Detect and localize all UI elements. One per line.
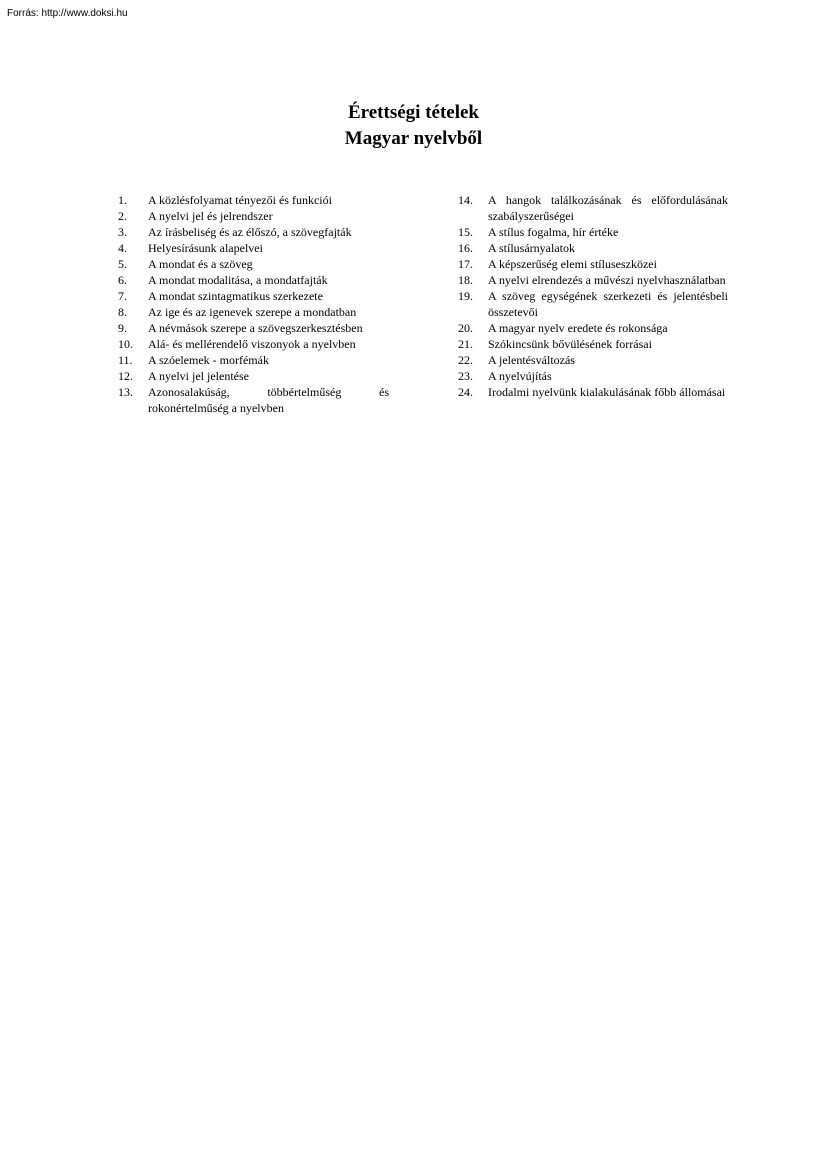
topic-text: A szöveg egységének szerkezeti és jelentésbeli összetevői (488, 289, 728, 319)
topic-text: Irodalmi nyelvünk kialakulásának főbb állomásai (488, 385, 726, 399)
document-subtitle: Magyar nyelvből (344, 128, 483, 149)
topic-number: 12. (118, 369, 133, 383)
topic-text: Alá- és mellérendelő viszonyok a nyelvben (148, 337, 356, 351)
topic-text: Helyesírásunk alapelvei (148, 241, 263, 255)
topic-item (118, 368, 389, 384)
topic-item (458, 368, 728, 384)
topic-text: A névmások szerepe a szövegszerkesztésben (148, 321, 363, 335)
topic-number: 9. (118, 321, 127, 335)
topic-number: 21. (458, 337, 473, 351)
topic-text: Az ige és az igenevek szerepe a mondatban (148, 305, 357, 319)
topic-text: A stílusárnyalatok (488, 241, 575, 255)
topic-text: A szóelemek - morfémák (148, 353, 269, 367)
topic-number: 8. (118, 305, 127, 319)
topic-item (118, 320, 389, 336)
topic-text: Azonosalakúság, többértelműség és rokonértelműség a nyelvben (148, 385, 389, 415)
topic-number: 14. (458, 193, 473, 207)
topic-item (458, 288, 728, 320)
topic-text: A mondat és a szöveg (148, 257, 253, 271)
topic-number: 2. (118, 209, 127, 223)
topic-number: 17. (458, 257, 473, 271)
topic-text: A közlésfolyamat tényezői és funkciói (148, 193, 332, 207)
topic-text: Szókincsünk bővülésének forrásai (488, 337, 652, 351)
topic-text: A jelentésváltozás (488, 353, 575, 367)
topic-item (118, 256, 389, 272)
topic-item (118, 240, 389, 256)
topic-number: 6. (118, 273, 127, 287)
topic-text: Az írásbeliség és az élőszó, a szövegfajták (148, 225, 352, 239)
topic-text: A nyelvújítás (488, 369, 552, 383)
document-title: Érettségi tételek (347, 102, 479, 123)
topic-item (118, 272, 389, 288)
topic-number: 11. (118, 353, 133, 367)
topic-number: 13. (118, 385, 133, 399)
topic-number: 20. (458, 321, 473, 335)
topic-number: 18. (458, 273, 473, 287)
topic-item (458, 224, 728, 240)
topic-number: 3. (118, 225, 127, 239)
topic-number: 5. (118, 257, 127, 271)
topic-text: A mondat szintagmatikus szerkezete (148, 289, 323, 303)
topic-text: A magyar nyelv eredete és rokonsága (488, 321, 668, 335)
topic-text: A nyelvi jel és jelrendszer (148, 209, 273, 223)
topic-text: A képszerűség elemi stíluseszközei (488, 257, 657, 271)
topic-text: A stílus fogalma, hír értéke (488, 225, 619, 239)
topic-item (458, 192, 728, 224)
topic-text: A nyelvi elrendezés a művészi nyelvhasználatban (488, 273, 726, 287)
topic-number: 24. (458, 385, 473, 399)
topic-item (458, 240, 728, 256)
topic-item (458, 352, 728, 368)
topic-list-left (118, 192, 389, 416)
topic-list-right (458, 192, 728, 400)
topic-number: 7. (118, 289, 127, 303)
topic-text: A nyelvi jel jelentése (148, 369, 249, 383)
topic-item (118, 304, 389, 320)
topic-number: 4. (118, 241, 127, 255)
topic-number: 1. (118, 193, 127, 207)
topic-item (118, 288, 389, 304)
topic-number: 22. (458, 353, 473, 367)
topic-item (458, 384, 728, 400)
topic-item (118, 192, 389, 208)
topic-number: 10. (118, 337, 133, 351)
topic-number: 15. (458, 225, 473, 239)
topic-item (458, 320, 728, 336)
topic-item (458, 336, 728, 352)
topic-number: 19. (458, 289, 473, 303)
topic-item (118, 352, 389, 368)
topic-item (118, 336, 389, 352)
source-label: Forrás: http://www.doksi.hu (7, 8, 128, 19)
topic-item (458, 256, 728, 272)
topic-number: 16. (458, 241, 473, 255)
topic-number: 23. (458, 369, 473, 383)
topic-item (118, 224, 389, 240)
topic-item (118, 384, 389, 416)
topic-text: A hangok találkozásának és előfordulásának szabályszerűségei (488, 193, 728, 223)
topic-text: A mondat modalitása, a mondatfajták (148, 273, 328, 287)
topic-item (118, 208, 389, 224)
topic-item (458, 272, 728, 288)
